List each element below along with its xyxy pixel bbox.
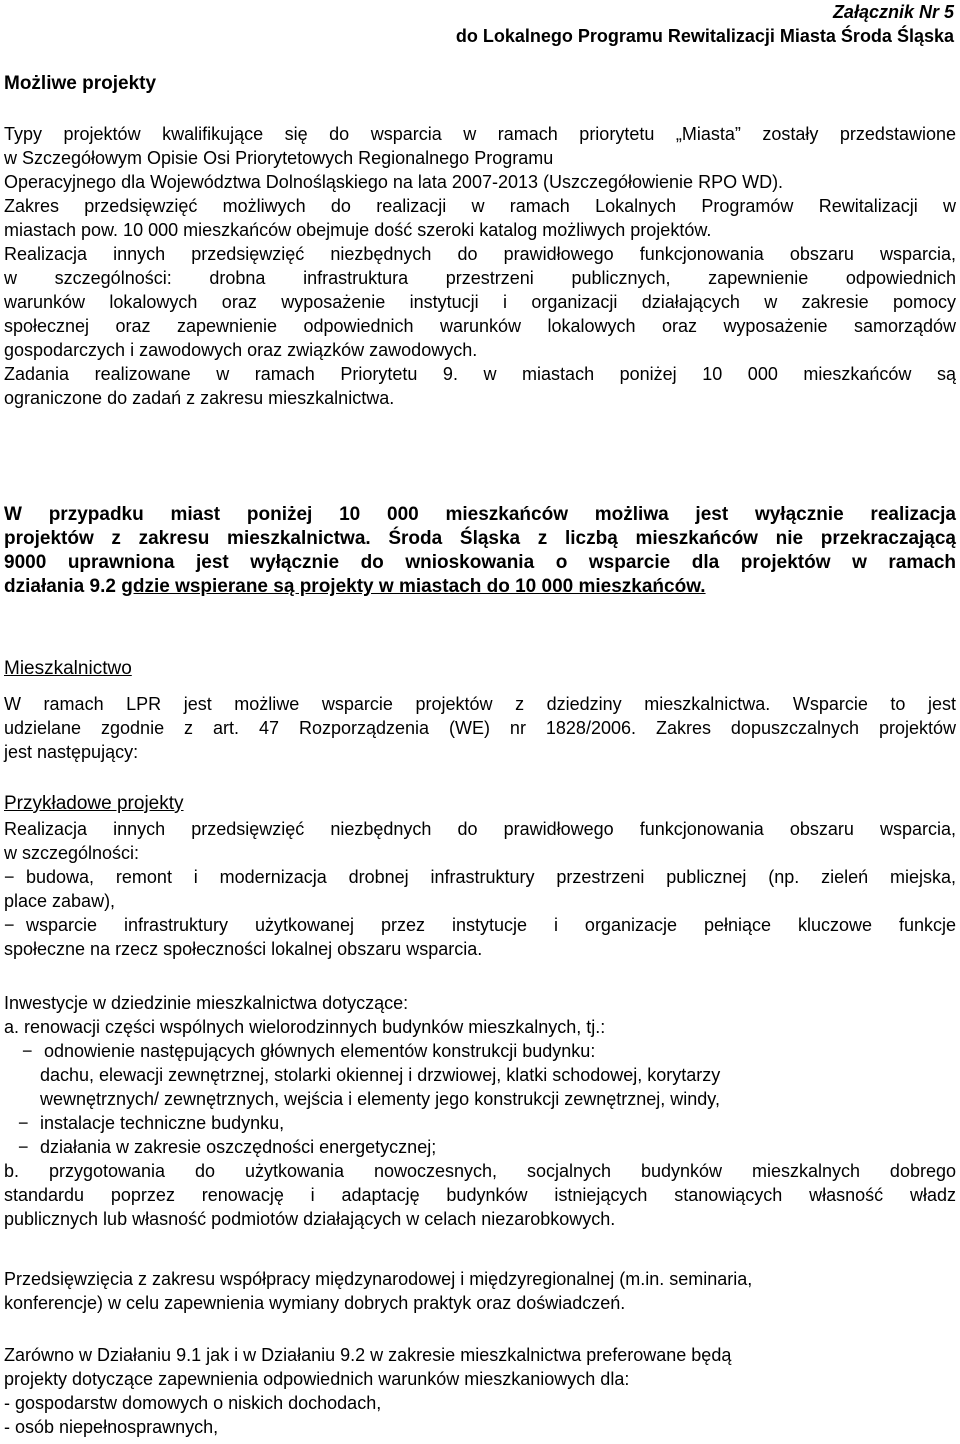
paragraph-line: Przedsięwzięcia z zakresu współpracy międzynarodowej i międzyregionalnej (m.in. seminaria, — [4, 1269, 753, 1289]
section-title-housing — [4, 657, 956, 681]
paragraph-line: projekty dotyczące zapewnienia odpowiednich warunków mieszkaniowych dla: — [4, 1369, 630, 1389]
paragraph-line: Zarówno w Działaniu 9.1 jak i w Działaniu 9.2 w zakresie mieszkalnictwa preferowane będą — [4, 1345, 732, 1365]
section-title-possible-projects: Możliwe projekty — [4, 73, 157, 94]
notice-line-last — [4, 575, 956, 599]
notice-line: W przypadku miast poniżej 10 000 mieszkańców możliwa jest wyłącznie realizacja — [4, 504, 956, 525]
dash-bullet: − — [22, 1041, 33, 1061]
bullet-item — [4, 865, 956, 889]
notice-line-prefix: działania 9.2 — [4, 576, 122, 597]
investment-item-text: odnowienie następujących głównych elementów konstrukcji budynku: — [44, 1041, 596, 1061]
final-list-item: - gospodarstw domowych o niskich dochodach, — [4, 1393, 382, 1413]
investment-item-continuation: wewnętrznych/ zewnętrznych, wejścia i elementy jego konstrukcji zewnętrznej, windy, — [40, 1089, 720, 1109]
section2-body — [4, 692, 956, 764]
investment-item — [4, 1135, 956, 1159]
bullet-text: wsparcie infrastruktury użytkowanej przez instytucje i organizacje pełniące kluczowe funkcje — [26, 915, 956, 935]
final-body — [4, 1343, 956, 1439]
document-header — [456, 0, 954, 48]
paragraph-line: w szczególności: drobna infrastruktura przestrzeni publicznych, zapewnienie odpowiednich — [4, 268, 956, 288]
examples-body — [4, 817, 956, 961]
paragraph-line: gospodarczych i zawodowych oraz związków zawodowych. — [4, 340, 478, 360]
investments-intro: Inwestycje w dziedzinie mieszkalnictwa dotyczące: — [4, 993, 409, 1013]
dash-bullet: − — [4, 867, 15, 887]
cooperation-body — [4, 1267, 956, 1315]
bullet-continuation: społeczne na rzecz społeczności lokalnej obszaru wsparcia. — [4, 939, 483, 959]
paragraph-line: miastach pow. 10 000 mieszkańców obejmuje dość szeroki katalog możliwych projektów. — [4, 220, 712, 240]
dash-bullet: − — [18, 1137, 29, 1157]
notice-underlined-fragment: gdzie wspierane są projekty w miastach do 10 000 mieszkańców. — [121, 576, 706, 597]
paragraph-line: jest następujący: — [4, 742, 139, 762]
investments-b-line: standardu poprzez renowację i adaptację budynków istniejących stanowiących własność władz — [4, 1185, 956, 1205]
section-title-examples-text: Przykładowe projekty — [4, 793, 184, 814]
paragraph-line: warunków lokalowych oraz wyposażenie instytucji i organizacji działających w zakresie pomocy — [4, 292, 956, 312]
paragraph-line: Operacyjnego dla Województwa Dolnośląskiego na lata 2007-2013 (Uszczegółowienie RPO WD). — [4, 172, 784, 192]
notice-line: 9000 uprawniona jest wyłącznie do wnioskowania o wsparcie dla projektów w ramach — [4, 552, 956, 573]
investments-b-line: publicznych lub własność podmiotów działających w celach niezarobkowych. — [4, 1209, 616, 1229]
paragraph-line: społecznej oraz zapewnienie odpowiednich warunków lokalowych oraz wyposażenie samorządów — [4, 316, 956, 336]
final-list-item: - osób niepełnosprawnych, — [4, 1417, 219, 1437]
section-title-examples — [4, 792, 956, 816]
section1-body — [4, 122, 956, 410]
investment-item-text: instalacje techniczne budynku, — [40, 1113, 285, 1133]
investment-item — [4, 1039, 956, 1063]
paragraph-line: Realizacja innych przedsięwzięć niezbędnych do prawidłowego funkcjonowania obszaru wsparcia, — [4, 819, 956, 839]
investment-item-continuation: dachu, elewacji zewnętrznej, stolarki okiennej i drzwiowej, klatki schodowej, korytarzy — [40, 1065, 721, 1085]
bold-notice-block — [4, 503, 956, 599]
paragraph-line: w Szczegółowym Opisie Osi Priorytetowych Regionalnego Programu — [4, 148, 554, 168]
paragraph-line: Zakres przedsięwzięć możliwych do realizacji w ramach Lokalnych Programów Rewitalizacji w — [4, 196, 956, 216]
paragraph-line: Zadania realizowane w ramach Priorytetu 9. w miastach poniżej 10 000 mieszkańców są — [4, 364, 956, 384]
paragraph-line: Typy projektów kwalifikujące się do wsparcia w ramach priorytetu „Miasta” zostały przedstawione — [4, 124, 956, 144]
bullet-item — [4, 913, 956, 937]
investments-a-title: a. renowacji części wspólnych wielorodzinnych budynków mieszkalnych, tj.: — [4, 1017, 606, 1037]
paragraph-line: W ramach LPR jest możliwe wsparcie projektów z dziedziny mieszkalnictwa. Wsparcie to jest — [4, 694, 956, 714]
investments-body — [4, 991, 956, 1231]
dash-bullet: − — [4, 915, 15, 935]
paragraph-line: konferencje) w celu zapewnienia wymiany dobrych praktyk oraz doświadczeń. — [4, 1293, 626, 1313]
attachment-number: Załącznik Nr 5 — [832, 2, 954, 22]
dash-bullet: − — [18, 1113, 29, 1133]
investment-item-text: działania w zakresie oszczędności energetycznej; — [40, 1137, 437, 1157]
bullet-continuation: place zabaw), — [4, 891, 116, 911]
paragraph-line: w szczególności: — [4, 843, 140, 863]
investments-b-line: b. przygotowania do użytkowania nowoczesnych, socjalnych budynków mieszkalnych dobrego — [4, 1161, 956, 1181]
paragraph-line: Realizacja innych przedsięwzięć niezbędnych do prawidłowego funkcjonowania obszaru wsparcia, — [4, 244, 956, 264]
bullet-text: budowa, remont i modernizacja drobnej infrastruktury przestrzeni publicznej (np. zieleń miejska, — [26, 867, 956, 887]
attachment-subtitle: do Lokalnego Programu Rewitalizacji Miasta Środa Śląska — [455, 26, 954, 46]
section-title-housing-text: Mieszkalnictwo — [4, 658, 132, 679]
paragraph-line: udzielane zgodnie z art. 47 Rozporządzenia (WE) nr 1828/2006. Zakres dopuszczalnych projektów — [4, 718, 956, 738]
investment-item — [4, 1111, 956, 1135]
paragraph-line: ograniczone do zadań z zakresu mieszkalnictwa. — [4, 388, 395, 408]
notice-line: projektów z zakresu mieszkalnictwa. Środa Śląska z liczbą mieszkańców nie przekraczającą — [4, 528, 956, 549]
